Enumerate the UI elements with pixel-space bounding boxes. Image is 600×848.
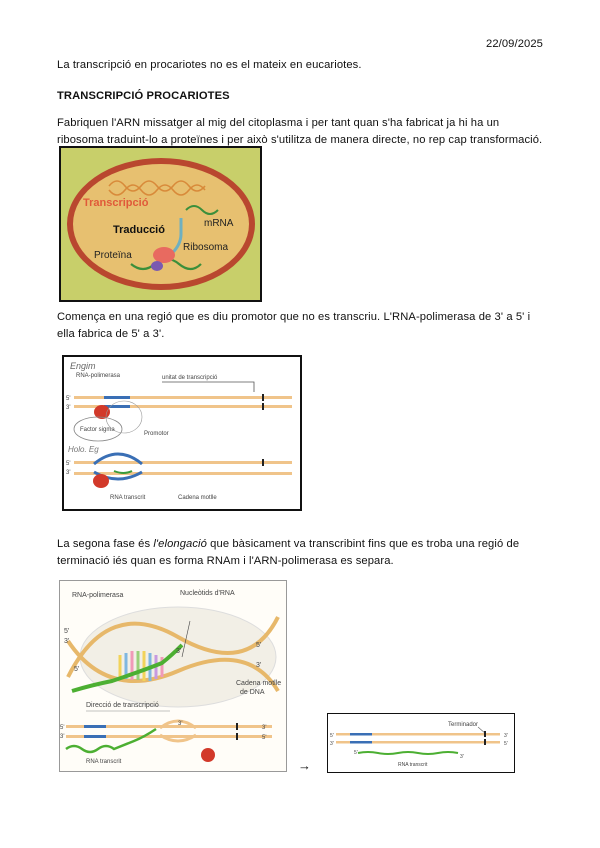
diagram-label: 5' bbox=[504, 741, 508, 747]
label-factor-sigma: Factor sigma bbox=[80, 427, 115, 433]
label-de-dna: de DNA bbox=[240, 689, 265, 696]
diagram-label: 5' bbox=[330, 733, 334, 739]
label-promotor: Promotor bbox=[144, 431, 169, 437]
figure-termination bbox=[327, 713, 515, 773]
diagram-label: 5' bbox=[74, 666, 80, 673]
diagram-label: 5' bbox=[262, 735, 267, 741]
diagram-label: 3' bbox=[66, 405, 71, 411]
figure-prokaryote-cell bbox=[59, 146, 262, 302]
label-rna-transcrit: RNA transcrit bbox=[110, 495, 146, 501]
label-rna-transcrit-3: RNA transcrit bbox=[86, 759, 122, 765]
handwriting-holo: Holo. Eg bbox=[68, 445, 99, 454]
label-unitat: unitat de transcripció bbox=[162, 375, 218, 381]
label-ribosoma: Ribosoma bbox=[183, 242, 229, 253]
label-nucleotids: Nucleòtids d'RNA bbox=[180, 590, 235, 597]
paragraph-3: La segona fase és l'elongació que bàsicament va transcribint fins que es troba una regió de terminació iés quan es forma RNAm i l'ARN-polimerasa es separa. bbox=[57, 538, 520, 567]
diagram-label: 3' bbox=[66, 470, 71, 476]
section-heading: TRANSCRIPCIÓ PROCARIOTES bbox=[57, 90, 230, 102]
diagram-label: 5' bbox=[256, 642, 262, 649]
label-cadena-motlle: Cadena motlle bbox=[178, 495, 217, 501]
label-rna-pol: RNA-polimerasa bbox=[72, 592, 124, 599]
label-rna-pol-top: RNA-polimerasa bbox=[76, 373, 121, 379]
label-rna-transcrit-4: RNA transcrit bbox=[398, 762, 428, 768]
diagram-label: 3' bbox=[176, 648, 182, 655]
diagram-label: 3' bbox=[64, 638, 70, 645]
label-traduccio: Traducció bbox=[113, 224, 165, 236]
diagram-label: 3' bbox=[178, 721, 183, 727]
figure-elongation bbox=[59, 580, 287, 772]
label-direccio: Direcció de transcripció bbox=[86, 702, 159, 709]
diagram-label: 5' bbox=[60, 725, 65, 731]
label-proteina: Proteïna bbox=[94, 250, 132, 261]
label-mrna: mRNA bbox=[204, 218, 234, 229]
diagram-label: 5' bbox=[354, 750, 358, 756]
intro-text: La transcripció en procariotes no es el mateix en eucariotes. bbox=[57, 59, 362, 71]
arrow: → bbox=[298, 758, 312, 773]
italic-elongacio: l'elongació bbox=[153, 538, 207, 550]
handwriting-engim: Engim bbox=[70, 361, 96, 371]
diagram-label: 3' bbox=[330, 741, 334, 747]
label-cadena-motlle-3: Cadena motlle bbox=[236, 680, 282, 687]
paragraph-1: Fabriquen l'ARN missatger al mig del citoplasma i per tant quan s'ha fabricat ja hi ha un ribosoma traduint-lo a proteïnes i per això s'utilitza de manera directe, no rep cap transformació. bbox=[57, 117, 543, 146]
date: 22/09/2025 bbox=[486, 38, 543, 50]
figure-initiation bbox=[62, 355, 302, 511]
diagram-label: 3' bbox=[504, 733, 508, 739]
diagram-label: 5' bbox=[64, 628, 70, 635]
diagram-label: 5' bbox=[66, 461, 71, 467]
label-terminador: Terminador bbox=[448, 722, 479, 728]
label-transcripcio: Transcripció bbox=[83, 197, 149, 209]
diagram-label: 3' bbox=[262, 725, 267, 731]
diagram-label: 3' bbox=[460, 754, 464, 760]
paragraph-2: Comença en una regió que es diu promotor que no es transcriu. L'RNA-polimerasa de 3' a 5' i ella fabrica de 5' a 3'. bbox=[57, 311, 531, 340]
diagram-label: 3' bbox=[60, 734, 65, 740]
diagram-label: 3' bbox=[256, 662, 262, 669]
diagram-label: 5' bbox=[66, 396, 71, 402]
